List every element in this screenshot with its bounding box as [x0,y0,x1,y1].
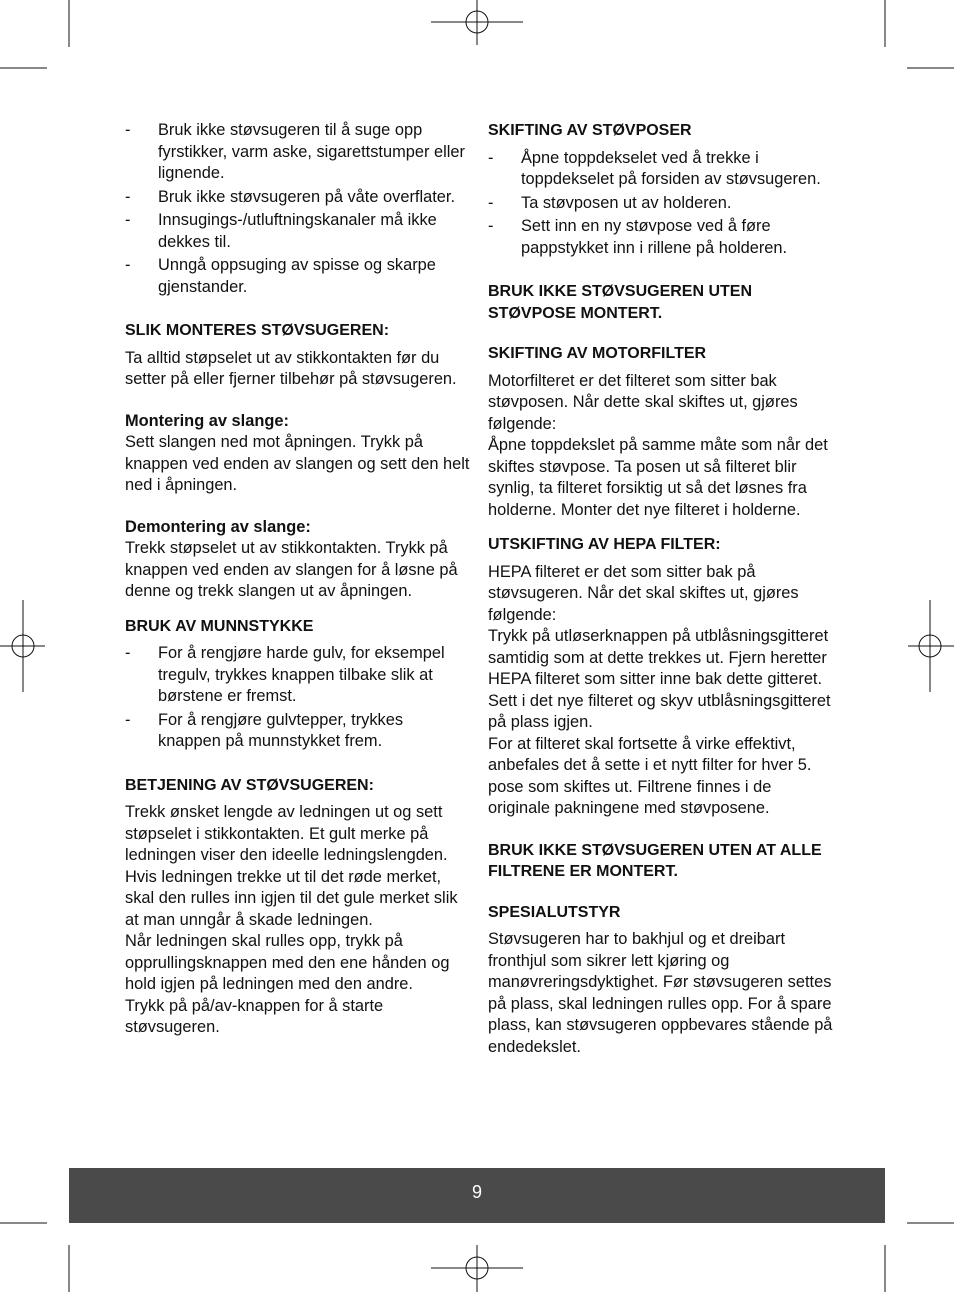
list-item: - Unngå oppsuging av spisse og skarpe gjenstander. [125,256,436,296]
hepa-text-3: For at filteret skal fortsette å virke effektivt, anbefales det å sette i et nytt filter for hver 5. pose som skiftes ut. Filtrene finnes i de originale pakningene med støvposene. [488,734,812,817]
operation-text-1: Trekk ønsket lengde av ledningen ut og sett støpselet i stikkontakten. Et gult merke på ledningen viser den ideelle ledningslengden. Hvis ledningen trekke ut til det røde merket, skal den rulles inn igjen til det gule merket slik at man unngår å skade ledningen. [125,803,458,929]
operation-text-3: Trykk på på/av-knappen for å starte støvsugeren. [125,996,384,1036]
subheading-hose-mount: Montering av slange: [125,411,289,430]
section-heading-dustbag: SKIFTING AV STØVPOSER [488,122,692,139]
section-heading-motor-filter: SKIFTING AV MOTORFILTER [488,345,707,362]
list-item: - Innsugings-/utluftningskanaler må ikke dekkes til. [125,211,437,251]
hose-mount-text: Sett slangen ned mot åpningen. Trykk på knappen ved enden av slangen og sett den helt ned i åpningen. [125,433,470,494]
section-heading-assembly: SLIK MONTERES STØVSUGEREN: [125,322,390,339]
hepa-text-1: HEPA filteret er det som sitter bak på støvsugeren. Når det skal skiftes ut, gjøres følgende: [488,562,799,624]
section-heading-nozzle: BRUK AV MUNNSTYKKE [125,617,314,635]
subheading-hose-removal: Demontering av slange: [125,517,311,536]
list-item: - For å rengjøre gulvtepper, trykkes knappen på munnstykket frem. [125,710,404,750]
warning-no-dustbag: BRUK IKKE STØVSUGEREN UTEN STØVPOSE MONTERT. [488,283,753,322]
left-column [125,120,470,1039]
section-heading-special: SPESIALUTSTYR [488,903,621,921]
list-item: - Åpne toppdekselet ved å trekke i toppdekselet på forsiden av støvsugeren. [488,148,821,188]
operation-text-2: Når ledningen skal rulles opp, trykk på opprullingsknappen med den ene hånden og hold igjen på ledningen med den andre. [125,932,450,993]
list-item: - Bruk ikke støvsugeren på våte overflater. [125,187,455,206]
motor-filter-text-2: Åpne toppdekslet på samme måte som når det skiftes støvpose. Ta posen ut så filteret blir synlig, ta filteret forsiktig ut så det løsnes fra holderne. Monter det nye filteret i holderne. [488,436,828,519]
warning-all-filters: BRUK IKKE STØVSUGEREN UTEN AT ALLE FILTRENE ER MONTERT. [488,841,822,880]
list-item: - Ta støvposen ut av holderen. [488,193,732,212]
special-text: Støvsugeren har to bakhjul og et dreibart fronthjul som sikrer lett kjøring og manøvreringsdyktighet. Før støvsugeren settes på plass, skal ledningen rulles opp. For å spare plass, kan støvsugeren oppbevares stående på endedekslet. [488,930,833,1056]
safety-list [125,120,470,298]
dustbag-list [488,148,833,260]
right-column [488,120,833,1058]
registration-mark-top [431,0,523,45]
hose-removal-text: Trekk støpselet ut av stikkontakten. Trykk på knappen ved enden av slangen for å løsne på denne og trekk slangen ut av åpningen. [125,539,458,600]
nozzle-list [125,643,470,753]
footer-bar [69,1168,885,1223]
registration-mark-left [0,600,45,692]
page-number: 9 [471,1182,482,1202]
assembly-text: Ta alltid støpselet ut av stikkontakten før du setter på eller fjerner tilbehør på støvsugeren. [125,348,457,388]
registration-mark-bottom [431,1245,523,1292]
list-item: - Sett inn en ny støvpose ved å føre pappstykket inn i rillene på holderen. [488,217,788,257]
motor-filter-text-1: Motorfilteret er det filteret som sitter bak støvposen. Når dette skal skiftes ut, gjøres følgende: [488,371,798,433]
list-item: - Bruk ikke støvsugeren til å suge opp fyrstikker, varm aske, sigarettstumper eller lignende. [125,121,465,182]
section-heading-operation: BETJENING AV STØVSUGEREN: [125,776,374,794]
hepa-text-2: Trykk på utløserknappen på utblåsningsgitteret samtidig som at dette trekkes ut. Fjern heretter HEPA filteret som sitter inne bak dette gitteret. Sett i det nye filteret og skyv utblåsningsgitteret på plass igjen. [488,627,831,731]
section-heading-hepa: UTSKIFTING AV HEPA FILTER: [488,536,721,553]
registration-mark-right [908,600,954,692]
list-item: - For å rengjøre harde gulv, for eksempel tregulv, trykkes knappen tilbake slik at børstene er fremst. [125,644,445,705]
